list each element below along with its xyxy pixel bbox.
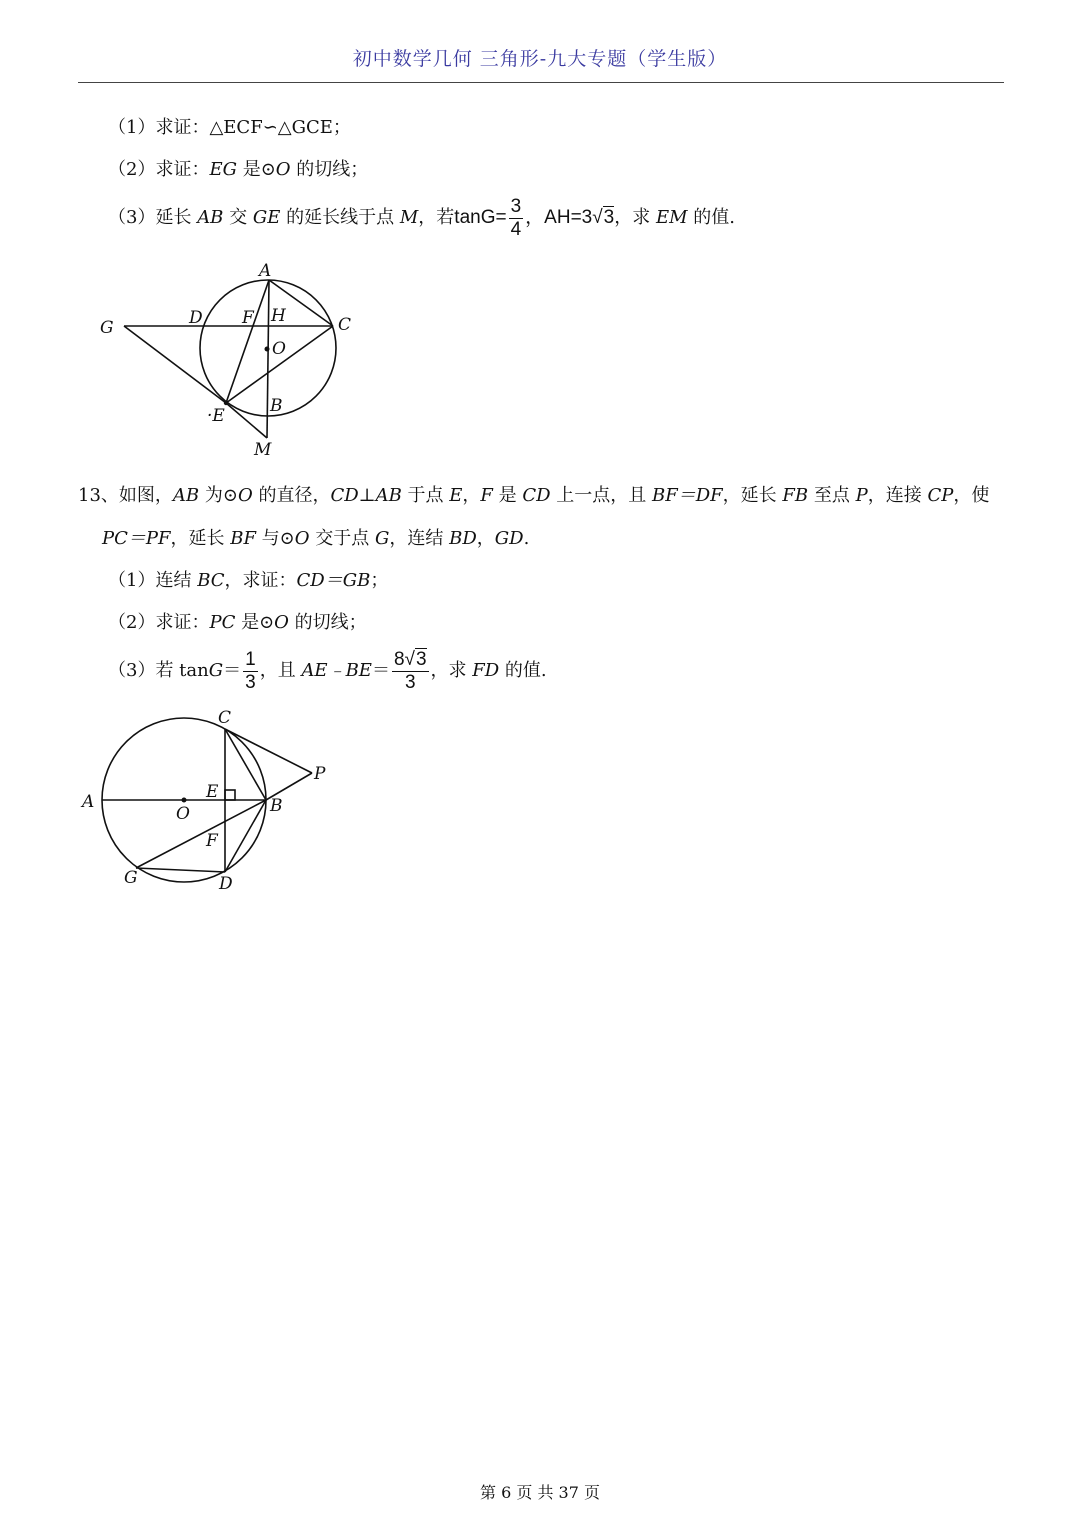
- label-a: A: [82, 792, 95, 812]
- label-c: C: [218, 708, 232, 728]
- label-m: M: [254, 440, 272, 460]
- label-e: ·E: [207, 406, 225, 426]
- figure-13: [78, 705, 348, 900]
- label-c: C: [338, 315, 352, 335]
- label-e: E: [206, 782, 219, 802]
- figure-12: [90, 258, 360, 463]
- label-p: P: [314, 764, 326, 784]
- center-dot: [265, 347, 270, 352]
- center-dot: [182, 798, 187, 803]
- p13-intro-line1: 13、如图，AB 为⊙O 的直径，CD⊥AB 于点 E，F 是 CD 上一点，且 BF＝DF，延长 FB 至点 P，连接 CP，使: [78, 485, 990, 506]
- p13-q2: （2）求证：PC 是⊙O 的切线；: [108, 612, 367, 633]
- p13-q3: （3）若 tanG＝ $\frac{1}{3}$ ，且 AE﹣BE＝ $\frac{8√3}{3}$ ，求 FD 的值.: [108, 648, 547, 693]
- line-em: [226, 403, 267, 438]
- label-f: F: [242, 308, 254, 328]
- line-gd: [136, 868, 225, 872]
- label-g: G: [124, 868, 138, 888]
- p12-q3: （3）延长 AB 交 GE 的延长线于点 M，若tanG= $\frac{3}{4}$ ，AH=3√3，求 EM 的值.: [108, 195, 736, 240]
- header-rule: [78, 82, 1004, 83]
- page-header: 初中数学几何 三角形-九大专题（学生版）: [352, 48, 728, 70]
- p12-q1: （1）求证：△ECF∽△GCE；: [108, 117, 351, 138]
- label-b: B: [270, 796, 283, 816]
- label-o: O: [272, 339, 286, 359]
- p13-intro-line2: PC＝PF，延长 BF 与⊙O 交于点 G，连结 BD，GD.: [102, 528, 530, 549]
- page-footer: 第 6 页 共 37 页: [480, 1483, 600, 1502]
- line-am: [267, 280, 269, 438]
- line-ge: [124, 326, 226, 403]
- point-e: [224, 401, 228, 405]
- label-o: O: [176, 804, 190, 824]
- label-a: A: [259, 261, 272, 281]
- fraction-3-4: $\frac{3}{4}$: [510, 195, 522, 240]
- label-f: F: [206, 831, 218, 851]
- right-angle-mark: [225, 790, 235, 800]
- p13-q1: （1）连结 BC，求证：CD＝GB；: [108, 570, 389, 591]
- line-ae: [226, 280, 269, 403]
- fraction-8sqrt3-3: $\frac{8√3}{3}$: [393, 648, 427, 693]
- label-d: D: [189, 308, 203, 328]
- fraction-1-3: $\frac{1}{3}$: [245, 648, 256, 693]
- label-h: H: [271, 306, 286, 326]
- line-ec: [226, 326, 333, 403]
- p12-q2: （2）求证：EG 是⊙O 的切线；: [108, 159, 369, 180]
- label-d: D: [219, 874, 233, 894]
- label-g: G: [100, 318, 114, 338]
- label-b: B: [270, 396, 283, 416]
